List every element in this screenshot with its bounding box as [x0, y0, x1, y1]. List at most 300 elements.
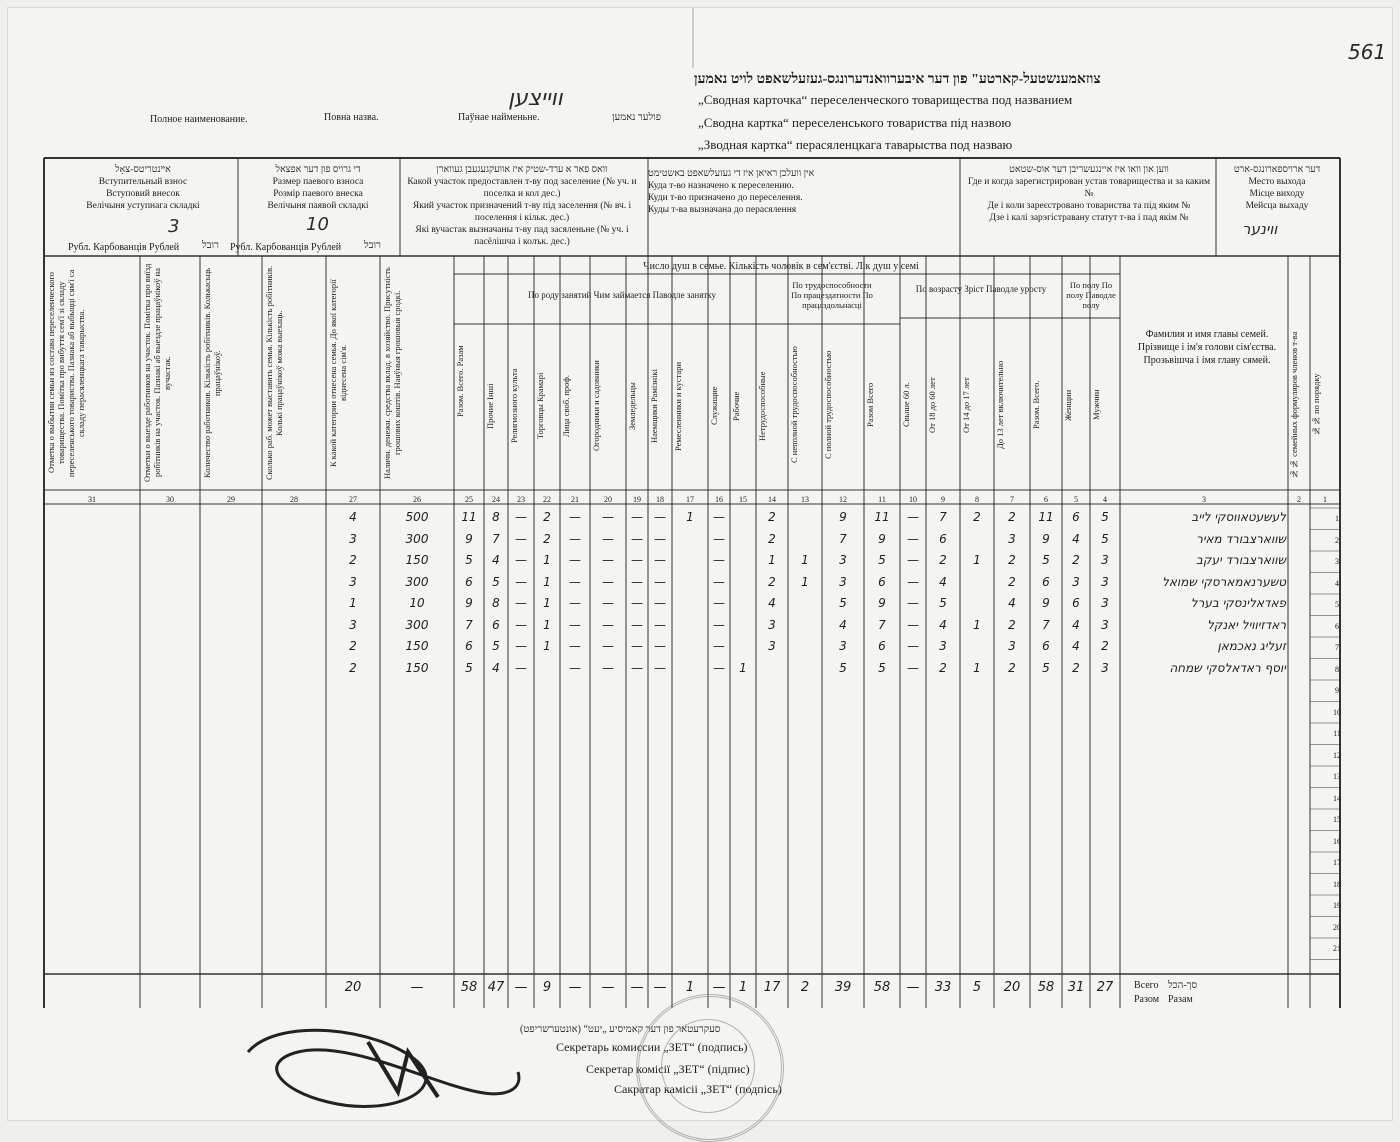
cell-col-12: 7 [839, 531, 847, 546]
cell-col-25: 5 [465, 553, 473, 567]
cell-col-6: 5 [1042, 660, 1050, 675]
cell-col-26: 300 [405, 531, 429, 546]
column-number-31: 31 [88, 495, 96, 504]
cell-col-21: — [569, 596, 581, 610]
total-col-12: 39 [834, 980, 852, 995]
cell-col-27: 4 [349, 510, 357, 524]
column-number-15: 15 [739, 495, 747, 504]
cell-col-4: 3 [1101, 660, 1109, 675]
family-head-name: לעשעטאווסקי לייב [1191, 510, 1286, 524]
row-number: 8 [1335, 664, 1339, 674]
column-number-27: 27 [349, 495, 357, 504]
cell-col-5: 6 [1072, 510, 1080, 524]
cell-col-10: — [907, 553, 919, 567]
cell-col-7: 2 [1008, 660, 1016, 675]
cell-col-12: 5 [839, 660, 847, 675]
total-col-25: 58 [460, 980, 478, 995]
family-head-name: טשערנאמארסקי שמואל [1162, 574, 1286, 589]
column-header-23: Религиозного культа [509, 368, 519, 444]
cell-col-12: 3 [839, 639, 847, 653]
cell-col-10: — [907, 617, 919, 632]
cell-col-20: — [602, 553, 614, 567]
cell-col-6: 9 [1042, 531, 1050, 546]
cell-col-22: 1 [543, 596, 551, 610]
cell-col-7: 3 [1008, 639, 1016, 653]
cell-col-13: 1 [801, 553, 809, 567]
cell-col-9: 4 [939, 574, 947, 589]
row-number: 6 [1335, 621, 1339, 631]
handwritten-signature [238, 1022, 538, 1118]
cell-col-10: — [907, 596, 919, 610]
cell-col-7: 2 [1008, 574, 1016, 589]
cell-col-14: 3 [768, 639, 776, 653]
round-seal [636, 994, 784, 1142]
column-number-28: 28 [290, 495, 298, 504]
cell-col-4: 3 [1101, 617, 1109, 632]
cell-col-19: — [631, 574, 643, 589]
family-head-name: זעליג נאכמאן [1217, 639, 1286, 653]
total-col-8: 5 [972, 980, 982, 995]
cell-col-10: — [907, 531, 919, 546]
column-header-24: Прочие Інші [485, 383, 495, 429]
cell-col-20: — [602, 660, 614, 675]
total-col-21: — [568, 980, 582, 995]
cell-col-14: 1 [768, 553, 776, 567]
cell-col-11: 6 [878, 574, 886, 589]
cell-col-11: 5 [878, 553, 886, 567]
cell-col-18: — [654, 617, 666, 632]
column-header-18: Наемщики Рамізнікі [649, 369, 659, 443]
cell-col-6: 7 [1042, 617, 1050, 632]
cell-col-26: 150 [405, 660, 429, 675]
family-head-name: שווארצבורד מאיר [1196, 531, 1286, 546]
cell-col-18: — [654, 510, 666, 524]
cell-col-23: — [515, 553, 527, 567]
row-number: 4 [1335, 578, 1339, 588]
cell-col-12: 3 [839, 553, 847, 567]
cell-col-19: — [631, 531, 643, 546]
cell-col-11: 6 [878, 639, 886, 653]
cell-col-8: 1 [973, 553, 981, 567]
column-header-22: Торговцы Крамарі [535, 372, 545, 440]
row-number: 16 [1333, 836, 1341, 846]
column-header-12: С полной трудоспособностью [823, 350, 833, 460]
cell-col-4: 3 [1101, 596, 1109, 610]
row-number: 2 [1335, 535, 1339, 545]
row-number: 18 [1333, 879, 1341, 889]
title-russian: „Сводная карточка“ переселенческого товарищества под названием [698, 92, 1073, 107]
total-col-15: 1 [738, 980, 748, 995]
total-col-24: 47 [487, 980, 505, 995]
row-number: 9 [1335, 686, 1339, 695]
column-number-2: 2 [1297, 495, 1301, 504]
group-header-age: По возрасту Зріст Паводле уросту [915, 284, 1047, 294]
column-number-13: 13 [801, 495, 809, 504]
column-number-23: 23 [517, 495, 525, 504]
column-number-17: 17 [686, 495, 694, 504]
cell-col-12: 3 [839, 574, 847, 589]
column-number-26: 26 [413, 495, 421, 504]
header-registration: ווען און וואו איז איינגעשריבן דער אוס-שטאט Где и когда зарегистрирован устав товарищества и за каким № Де і коли зареєстровано товариства та під яким № Дзе і калі зарэгістравану статут т-ва і пад якім № [968, 165, 1210, 223]
column-header-5: Женщин [1063, 389, 1073, 421]
column-number-3: 3 [1202, 495, 1206, 504]
cell-col-23: — [515, 574, 527, 589]
cell-col-27: 2 [349, 553, 357, 567]
cell-col-5: 3 [1072, 574, 1080, 589]
row-number: 7 [1335, 643, 1339, 652]
column-number-21: 21 [571, 495, 579, 504]
title-belarusian: „Зводная картка“ перасяленцкага таварыства под назваю [698, 137, 1013, 152]
cell-col-11: 5 [878, 660, 886, 675]
total-col-17: 1 [685, 980, 695, 995]
total-col-14: 17 [763, 980, 781, 995]
cell-col-21: — [569, 639, 581, 653]
cell-col-23: — [515, 639, 527, 653]
column-header-2: №№ семейных формуляров членов т-ва [1289, 331, 1299, 479]
cell-col-20: — [602, 574, 614, 589]
column-number-8: 8 [975, 495, 979, 504]
row-number: 17 [1333, 858, 1341, 867]
family-head-name: פאדאלינסקי בערל [1190, 596, 1286, 610]
cell-col-24: 4 [492, 660, 500, 675]
cell-col-18: — [654, 531, 666, 546]
cell-col-6: 6 [1042, 574, 1050, 589]
cell-col-6: 9 [1042, 596, 1050, 610]
total-col-5: 31 [1067, 980, 1085, 995]
signature-label-yi: סעקרעטאר פון דער קאמיסיע „יעט“ (אונטערשריפט) [520, 1024, 721, 1035]
cell-col-7: 2 [1008, 510, 1016, 524]
cell-col-21: — [569, 617, 581, 632]
cell-col-5: 4 [1072, 639, 1080, 653]
column-header-26: Наличн. денежн. средства вклад. в хозяйство. Присутність грошових коштів. Наяўныя грошовыя сродкі. [382, 267, 402, 479]
cell-col-23: — [515, 596, 527, 610]
cell-col-23: — [515, 617, 527, 632]
total-col-9: 33 [934, 980, 952, 995]
cell-col-20: — [602, 596, 614, 610]
row-number: 5 [1335, 600, 1339, 609]
totals-label-by: Разам [1168, 994, 1193, 1005]
cell-col-26: 150 [405, 553, 429, 567]
group-header-occupation: По роду занятий Чим займается Паводле занятку [527, 290, 717, 300]
column-number-10: 10 [909, 495, 917, 504]
cell-col-9: 2 [939, 553, 947, 567]
cell-col-19: — [631, 596, 643, 610]
row-number: 10 [1333, 707, 1341, 717]
label-full-name-ru: Полное наименование. [150, 114, 248, 125]
signature-label-ru: Секретарь комиссии „ЗЕТ“ (подпись) [556, 1040, 748, 1054]
column-number-1: 1 [1323, 495, 1327, 504]
cell-col-23: — [515, 531, 527, 546]
cell-col-18: — [654, 553, 666, 567]
cell-col-24: 8 [492, 596, 500, 610]
row-number: 12 [1333, 750, 1341, 760]
signature-label-ua: Секретар комісії „ЗЕТ“ (підпис) [586, 1062, 750, 1076]
cell-col-5: 6 [1072, 596, 1080, 610]
cell-col-11: 9 [878, 531, 886, 546]
cell-col-16: — [713, 660, 725, 675]
cell-col-18: — [654, 574, 666, 589]
column-header-30: Отметки о выезде работников на участок. Помітка про виїзд робітників на участок. Пазнакі аб выездзе працаўнікоў на вучастак. [142, 263, 172, 483]
header-destination: אין וועלכן ראיאן איז די געזעלשאפט באשטימט Куда т-во назначено к переселению. Куди т-во призначено до переселення. Куды т-ва вызначана до перасялення [648, 169, 815, 215]
cell-col-27: 3 [349, 617, 357, 632]
total-col-13: 2 [800, 980, 810, 995]
column-header-25: Разом. Всего. Разам [455, 345, 465, 417]
cell-col-26: 300 [405, 617, 429, 632]
cell-col-26: 10 [409, 596, 425, 610]
share-fee-currency-yi: רובל [364, 240, 381, 251]
column-number-11: 11 [878, 495, 886, 504]
cell-col-16: — [713, 574, 725, 589]
header-entrance-fee: אײנטריטס-צאָל Вступительный взнос Вступовий внесок Велічыня уступнага складкі [86, 165, 200, 211]
cell-col-16: — [713, 639, 725, 653]
label-full-name-by: Паўнае найменьне. [458, 112, 540, 123]
cell-col-12: 5 [839, 596, 847, 610]
cell-col-9: 3 [939, 639, 947, 653]
cell-col-15: 1 [739, 660, 747, 675]
cell-col-21: — [569, 660, 581, 675]
cell-col-18: — [654, 596, 666, 610]
cell-col-10: — [907, 660, 919, 675]
page-stamp-number: 561 [1348, 40, 1387, 64]
cell-col-27: 2 [349, 639, 357, 653]
entrance-fee-currency: Рубл. Карбованців Рублей [68, 242, 180, 253]
cell-col-12: 4 [839, 617, 847, 632]
column-header-27: К какой категории отнесена семья. До якої категорії віднесена сім'я. [328, 279, 348, 467]
cell-col-9: 5 [939, 596, 947, 610]
header-plot: וואס פאר א ערד-שטיק איז אוועקגעגעבן געווארן Какой участок предоставлен т-ву под заселение (№ уч. и поселка и кол дес.) Який участок призначений т-ву під заселення (№ вч. і поселення і кільк. дес.) Які вучастак вызначаны т-ву пад засяленьне (№ уч. і пасёлішча і колък. дес.) [407, 165, 637, 247]
cell-col-23: — [515, 510, 527, 524]
cell-col-5: 4 [1072, 617, 1080, 632]
column-header-16: Служащие [709, 386, 719, 426]
column-header-6: Разом. Всего. [1031, 380, 1041, 430]
cell-col-20: — [602, 639, 614, 653]
total-col-22: 9 [542, 980, 552, 995]
cell-col-20: — [602, 510, 614, 524]
cell-col-24: 4 [492, 553, 500, 567]
handwritten-society-name: ווייצען [508, 86, 563, 111]
column-header-19: Земледельцы [627, 382, 637, 430]
column-number-18: 18 [656, 495, 664, 504]
cell-col-24: 5 [492, 574, 500, 589]
cell-col-24: 5 [492, 639, 500, 653]
cell-col-6: 11 [1038, 510, 1054, 524]
column-number-24: 24 [492, 495, 500, 504]
cell-col-27: 2 [349, 660, 357, 675]
cell-col-14: 3 [768, 617, 776, 632]
cell-col-19: — [631, 510, 643, 524]
label-full-name-yi: פולער נאמען [612, 112, 661, 123]
cell-col-21: — [569, 574, 581, 589]
column-header-4: Мужчин [1091, 389, 1101, 421]
cell-col-20: — [602, 531, 614, 546]
column-number-16: 16 [715, 495, 723, 504]
cell-col-4: 5 [1101, 510, 1109, 524]
column-header-31: Отметка о выбытии семьи из состава переселенческого товарищества. Помітка про вибуття сем'ї зі складу переселенського товариства. Пазнака аб выбыцці сям'і са складу перасяленцкага таварыства. [46, 269, 86, 477]
cell-col-21: — [569, 531, 581, 546]
cell-col-7: 2 [1008, 553, 1016, 567]
row-number: 20 [1333, 922, 1341, 932]
row-number: 11 [1333, 729, 1341, 738]
column-header-1: №№ по порядку [1311, 373, 1321, 437]
header-share-fee: די גרויס פון דער אפצאל Размер паевого взноса Розмір паевого внеска Велічыня паявой складкі [267, 165, 369, 211]
title-yiddish: צוזאמענשטעל-קארטע" פון דער איבערוואנדערונגס-געזעלשאפט לויט נאמען [694, 72, 1101, 87]
total-col-20: — [601, 980, 615, 995]
cell-col-22: 1 [543, 617, 551, 632]
family-head-name: ראדזיוויל יאנקל [1207, 617, 1286, 632]
cell-col-26: 500 [405, 510, 429, 524]
totals-label-ru: Всего [1134, 980, 1159, 991]
column-header-11: Разом Всего [865, 382, 875, 428]
cell-col-12: 9 [839, 510, 847, 524]
cell-col-22: 2 [543, 531, 551, 546]
cell-col-16: — [713, 617, 725, 632]
cell-col-16: — [713, 596, 725, 610]
cell-col-4: 3 [1101, 574, 1109, 589]
cell-col-10: — [907, 510, 919, 524]
cell-col-24: 7 [492, 531, 500, 546]
cell-col-6: 5 [1042, 553, 1050, 567]
column-number-7: 7 [1010, 495, 1014, 504]
header-family-head: Фамилия и имя главы семей. Прізвище і ім'я голови сім'єства. Прозьвішча і імя главу сямей. [1137, 329, 1277, 366]
column-number-29: 29 [227, 495, 235, 504]
label-full-name-ua: Повна назва. [324, 112, 379, 123]
cell-col-4: 3 [1101, 553, 1109, 567]
cell-col-25: 7 [465, 617, 473, 632]
header-departure: דער ארויספארונגס-ארט Место выхода Місце виходу Мейсца выхаду [1233, 165, 1321, 211]
cell-col-11: 11 [874, 510, 890, 524]
cell-col-9: 4 [939, 617, 947, 632]
column-header-8: От 14 до 17 лет [961, 377, 971, 433]
cell-col-26: 300 [405, 574, 429, 589]
column-number-30: 30 [166, 495, 174, 504]
row-number: 14 [1333, 793, 1341, 803]
cell-col-22: 1 [543, 574, 551, 589]
entrance-fee-value: 3 [168, 216, 180, 237]
cell-col-27: 3 [349, 574, 357, 589]
entrance-fee-currency-yi: רובל [202, 240, 219, 251]
cell-col-27: 3 [349, 531, 357, 546]
share-fee-value: 10 [306, 214, 329, 235]
departure-value: ווינער [1242, 220, 1278, 238]
group-header-family-size: Число душ в семье. Кількість чоловік в сем'єстві. Лік душ у семі [643, 262, 919, 272]
cell-col-11: 7 [878, 617, 886, 632]
row-number: 21 [1333, 944, 1341, 953]
cell-col-4: 5 [1101, 531, 1109, 546]
column-number-9: 9 [941, 495, 945, 504]
cell-col-26: 150 [405, 639, 429, 653]
column-number-12: 12 [839, 495, 847, 504]
document-sheet [8, 8, 1392, 1120]
totals-label-ua: Разом [1134, 994, 1160, 1005]
column-number-4: 4 [1103, 495, 1107, 504]
cell-col-24: 8 [492, 510, 500, 524]
cell-col-24: 6 [492, 617, 500, 632]
signature-label-by: Сакратар камісіі „ЗЕТ“ (подпісь) [614, 1082, 782, 1096]
cell-col-16: — [713, 531, 725, 546]
cell-col-16: — [713, 553, 725, 567]
cell-col-18: — [654, 639, 666, 653]
cell-col-21: — [569, 553, 581, 567]
cell-col-9: 7 [939, 510, 947, 524]
row-number: 19 [1333, 901, 1341, 910]
group-header-ability: По трудоспособности По працездатности По працаздольнасці [791, 280, 873, 310]
group-header-sex: По полу По полу Паводле полу [1066, 280, 1116, 310]
column-number-25: 25 [465, 495, 473, 504]
cell-col-23: — [515, 660, 527, 675]
cell-col-5: 2 [1072, 553, 1080, 567]
family-head-name: שווארצבורד יעקב [1196, 553, 1286, 567]
cell-col-9: 6 [939, 531, 947, 546]
cell-col-8: 1 [973, 660, 981, 675]
column-header-29: Количество работников. Кількість робітників. Колькасьць працаўнікоў. [202, 268, 222, 478]
cell-col-7: 3 [1008, 531, 1016, 546]
cell-col-25: 11 [461, 510, 477, 524]
total-col-6: 58 [1037, 980, 1055, 995]
cell-col-22: 2 [543, 510, 551, 524]
cell-col-19: — [631, 553, 643, 567]
cell-col-6: 6 [1042, 639, 1050, 653]
column-number-20: 20 [604, 495, 612, 504]
row-number: 15 [1333, 815, 1341, 824]
column-header-7: До 13 лет включительно [995, 360, 1005, 450]
cell-col-19: — [631, 639, 643, 653]
total-col-19: — [630, 980, 644, 995]
column-number-22: 22 [543, 495, 551, 504]
row-number: 13 [1333, 772, 1341, 781]
cell-col-25: 6 [465, 574, 473, 589]
cell-col-14: 2 [768, 531, 776, 546]
cell-col-4: 2 [1101, 639, 1109, 653]
cell-col-9: 2 [939, 660, 947, 675]
totals-label-yi: סך-הכל [1168, 980, 1198, 991]
cell-col-18: — [654, 660, 666, 675]
total-col-11: 58 [873, 980, 891, 995]
cell-col-19: — [631, 617, 643, 632]
row-number: 1 [1335, 514, 1339, 523]
column-number-5: 5 [1074, 495, 1078, 504]
column-header-15: Рабочие [731, 391, 741, 421]
cell-col-21: — [569, 510, 581, 524]
column-number-19: 19 [633, 495, 641, 504]
cell-col-10: — [907, 574, 919, 589]
share-fee-currency: Рубл. Карбованців Рублей [230, 242, 342, 253]
total-col-18: — [653, 980, 667, 995]
cell-col-20: — [602, 617, 614, 632]
cell-col-7: 2 [1008, 617, 1016, 632]
family-head-name: יוסף ראדאלסקי שמחה [1169, 660, 1286, 675]
cell-col-14: 4 [768, 596, 776, 610]
column-header-14: Нетрудоспособные [757, 371, 767, 441]
total-col-7: 20 [1003, 980, 1021, 995]
cell-col-25: 6 [465, 639, 473, 653]
total-col-16: — [712, 980, 726, 995]
column-header-10: Свыше 60 л. [901, 382, 911, 428]
cell-col-25: 5 [465, 660, 473, 675]
total-col-27: 20 [344, 980, 362, 995]
cell-col-14: 2 [768, 510, 776, 524]
column-header-13: С неполной трудоспособностью [789, 346, 799, 464]
column-number-14: 14 [768, 495, 776, 504]
cell-col-8: 1 [973, 617, 981, 632]
cell-col-17: 1 [686, 510, 694, 524]
total-col-23: — [514, 980, 528, 995]
cell-col-5: 2 [1072, 660, 1080, 675]
total-col-4: 27 [1096, 980, 1114, 995]
cell-col-10: — [907, 639, 919, 653]
column-header-21: Лица своб. проф. [561, 375, 571, 437]
cell-col-11: 9 [878, 596, 886, 610]
cell-col-22: 1 [543, 639, 551, 653]
